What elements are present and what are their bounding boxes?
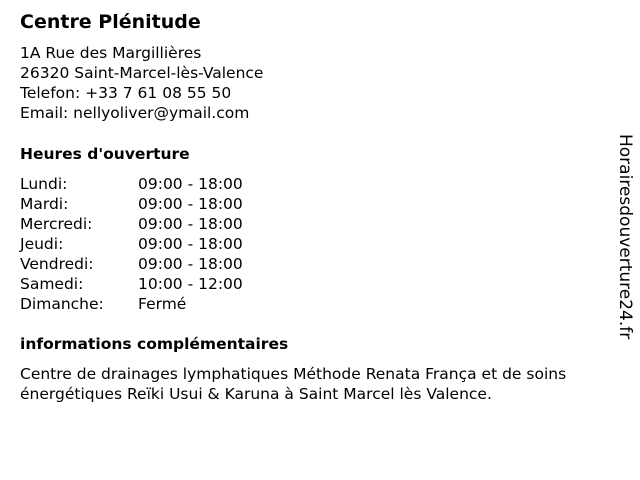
address-line-1: 1A Rue des Margillières bbox=[20, 44, 202, 62]
day-label: Vendredi: bbox=[20, 255, 94, 273]
time-value: 09:00 - 18:00 bbox=[138, 215, 243, 233]
day-label: Mercredi: bbox=[20, 215, 93, 233]
day-label: Samedi: bbox=[20, 275, 84, 293]
time-value: 09:00 - 18:00 bbox=[138, 175, 243, 193]
time-value: Fermé bbox=[138, 295, 187, 313]
hours-row-thursday bbox=[20, 234, 320, 254]
contact-block bbox=[20, 43, 263, 123]
info-description: Centre de drainages lymphatiques Méthode Renata França et de soins énergétiques Reïki Usui & Karuna à Saint Marcel lès Valence. bbox=[20, 365, 567, 403]
hours-row-saturday bbox=[20, 274, 320, 294]
time-value: 09:00 - 18:00 bbox=[138, 235, 243, 253]
day-label: Lundi: bbox=[20, 175, 68, 193]
hours-row-wednesday bbox=[20, 214, 320, 234]
time-value: 09:00 - 18:00 bbox=[138, 195, 243, 213]
business-name: Centre Plénitude bbox=[20, 11, 201, 33]
phone-line: Telefon: +33 7 61 08 55 50 bbox=[20, 84, 232, 102]
hours-row-tuesday bbox=[20, 194, 320, 214]
hours-row-sunday bbox=[20, 294, 320, 314]
time-value: 10:00 - 12:00 bbox=[138, 275, 243, 293]
hours-row-friday bbox=[20, 254, 320, 274]
info-heading: informations complémentaires bbox=[20, 335, 289, 353]
day-label: Jeudi: bbox=[20, 235, 64, 253]
hours-heading: Heures d'ouverture bbox=[20, 145, 190, 163]
email-line: Email: nellyoliver@ymail.com bbox=[20, 104, 250, 122]
day-label: Dimanche: bbox=[20, 295, 104, 313]
day-label: Mardi: bbox=[20, 195, 69, 213]
hours-table bbox=[20, 174, 320, 314]
hours-row-monday bbox=[20, 174, 320, 194]
time-value: 09:00 - 18:00 bbox=[138, 255, 243, 273]
brand-watermark: Horairesdouverture24.fr bbox=[615, 134, 635, 340]
address-line-2: 26320 Saint-Marcel-lès-Valence bbox=[20, 64, 264, 82]
